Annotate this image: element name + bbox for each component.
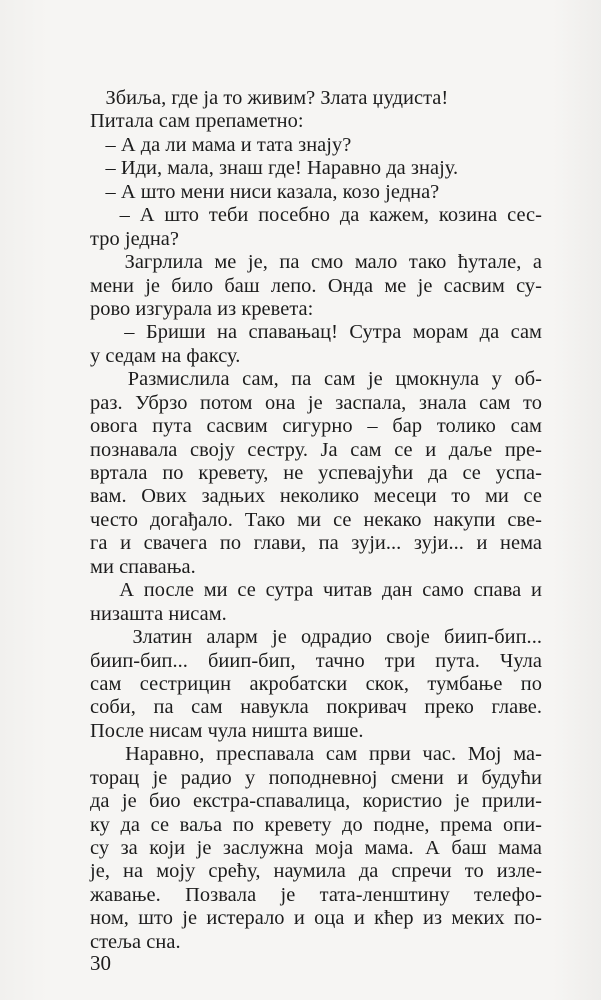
text-line: – А што теби посебно да кажем, козина сес-: [90, 204, 542, 227]
text-line: – А што мени ниси казала, козо једна?: [90, 180, 440, 203]
text-line: Златин аларм је одрадио своје биип-бип...: [90, 626, 542, 649]
text-line: После нисам чула ништа више.: [90, 719, 364, 742]
text-line: га и свачега по глави, па зуји... зуји... и нема: [90, 532, 542, 555]
page-number: 30: [90, 951, 111, 975]
text-line: познавала своју сестру. Ја сам се и даље пре-: [90, 438, 542, 461]
text-line: А после ми се сутра читав дан само спава и: [90, 579, 542, 602]
text-line: – Иди, мала, знаш где! Наравно да знају.: [90, 157, 459, 180]
text-line: вам. Ових задњих неколико месеци то ми се: [90, 485, 542, 508]
text-line: да је био екстра-спавалица, користио је прили-: [90, 790, 542, 813]
text-line: сам сестрицин акробатски скок, тумбање по: [90, 672, 542, 695]
text-line: Загрлила ме је, па смо мало тако ћутале, а: [90, 251, 542, 274]
text-line: је, на моју срећу, наумила да спречи то излe-: [90, 860, 542, 883]
text-line: стеља сна.: [90, 930, 181, 953]
text-line: жавање. Позвала је тата-ленштину телефо-: [90, 883, 542, 906]
text-line: овога пута сасвим сигурно – бар толико сам: [90, 415, 542, 438]
text-line: биип-бип... биип-бип, тачно три пута. Чула: [90, 649, 542, 672]
text-line: често догађало. Тако ми се некако накупи све-: [90, 508, 542, 531]
text-line: рово изгурала из кревета:: [90, 297, 314, 320]
text-line: низашта нисам.: [90, 602, 227, 625]
text-line: раз. Убрзо потом она је заспала, знала сам то: [90, 391, 542, 414]
text-line: вртала по кревету, не успевајући да се успа-: [90, 462, 542, 484]
text-line: мени је било баш лепо. Онда ме је сасвим су-: [90, 274, 542, 297]
text-line: Наравно, преспавала сам први час. Мој ма-: [90, 743, 542, 766]
text-line: у седам на факсу.: [90, 344, 241, 367]
text-line: соби, па сам навукла покривач преко главе.: [90, 696, 542, 719]
text-line: Размислила сам, па сам је цмокнула у об-: [90, 368, 542, 391]
text-line: – Бриши на спавањац! Сутра морам да сам: [90, 321, 542, 344]
text-line: су за који је заслужна моја мама. А баш мама: [90, 837, 542, 859]
text-line: Збиља, где ја то живим? Злата џудиста!: [90, 87, 449, 109]
text-line: ку да се ваља по кревету до подне, према опи-: [90, 813, 542, 836]
body-text: [90, 87, 542, 954]
text-line: ном, што је истерало и оца и кћер из меких по-: [90, 907, 542, 930]
text-line: ми спавања.: [90, 555, 196, 578]
text-line: тро једна?: [90, 227, 179, 250]
text-line: – А да ли мама и тата знају?: [90, 133, 352, 156]
text-line: торац је радио у поподневној смени и будући: [90, 766, 542, 789]
text-line: Питала сам препаметно:: [90, 110, 304, 133]
